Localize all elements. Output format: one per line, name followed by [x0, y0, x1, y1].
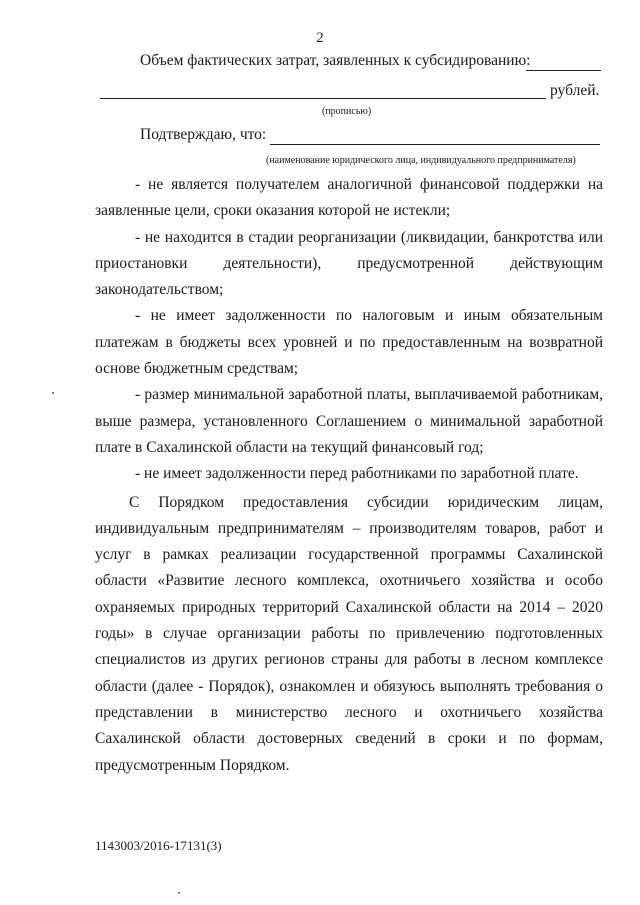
scan-speck: [178, 892, 180, 894]
page-number: 2: [316, 30, 324, 46]
condition-item: - не имеет задолженности перед работниками по заработной плате.: [135, 465, 579, 483]
entity-caption: (наименование юридического лица, индивидуального предпринимателя): [266, 155, 576, 166]
costs-amount-blank: [526, 70, 601, 71]
footer-code: 1143003/2016-17131(3): [95, 838, 222, 853]
condition-item: - не находится в стадии реорганизации (ликвидации, банкротства или приостановки деятельности), предусмотренной действующим законодательством;: [95, 228, 603, 299]
amount-in-words-blank: [100, 98, 546, 99]
in-words-caption: (прописью): [322, 106, 372, 117]
condition-item: - не является получателем аналогичной финансовой поддержки на заявленные цели, сроки оказания которой не истекли;: [95, 176, 603, 220]
costs-label: Объем фактических затрат, заявленных к субсидированию:: [140, 52, 531, 69]
condition-item: - не имеет задолженности по налоговым и иным обязательным платежам в бюджеты всех уровней и по предоставленным на возвратной основе бюджетным средствам;: [95, 307, 603, 378]
confirm-label: Подтверждаю, что:: [140, 126, 267, 143]
entity-name-blank: [270, 144, 600, 145]
document-body: [95, 172, 603, 779]
procedure-paragraph: С Порядком предоставления субсидии юридическим лицам, индивидуальным предпринимателям – производителям товаров, работ и услуг в рамках реализации государственной программы Сахалинской области «Развитие лесного комплекса, охотничьего хозяйства и особо охраняемых природных территорий Сахалинской области на 2014 – 2020 годы» в случае организации работы по привлечению подготовленных специалистов из других регионов страны для работы в лесном комплексе области (далее - Порядок), ознакомлен и обязуюсь выполнять требования о представлении в министерство лесного и охотничьего хозяйства Сахалинской области достоверных сведений в сроки и по формам, предусмотренным Порядком.: [95, 493, 603, 774]
condition-item: - размер минимальной заработной платы, выплачиваемой работникам, выше размера, установленного Соглашением о минимальной заработной плате в Сахалинской области на текущий финансовый год;: [95, 386, 603, 456]
currency-label: рублей.: [550, 82, 600, 99]
scan-speck: [52, 392, 54, 394]
